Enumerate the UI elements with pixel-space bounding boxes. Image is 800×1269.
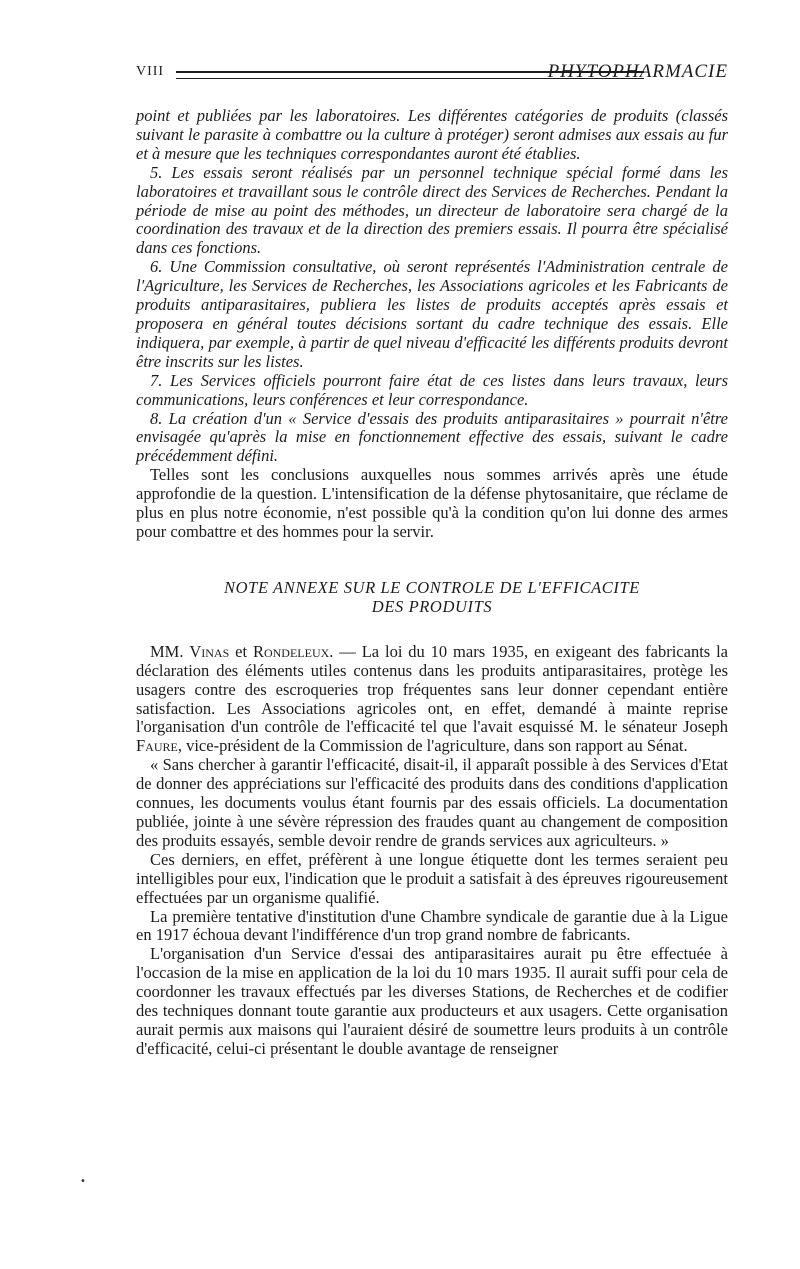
ink-speck: •: [80, 1176, 86, 1187]
conclusion-paragraph: Telles sont les conclusions auxquelles nous sommes arrivés après une étude approfondie de la question. L'intensification de la défense phytosanitaire, que réclame de plus en plus notre économie, n'est possible qu'à la condition qu'on lui donne des armes pour combattre et des hommes pour la servir.: [136, 465, 728, 541]
page-number: VIII: [136, 64, 165, 79]
note-paragraph-4: L'organisation d'un Service d'essai des antiparasitaires aurait pu être effectuée à l'occasion de la mise en application de la loi du 10 mars 1935. Il aurait suffi pour cela de coordonner les travaux effectués par les diverses Stations, de Recherches et de codifier des techniques donnant toute garantie aux producteurs et aux usagers. Cette organisation aurait permis aux maisons qui l'auraient désiré de soumettre leurs produits à un contrôle d'efficacité, celui-ci présentant le double avantage de renseigner: [136, 944, 728, 1058]
page-header: [136, 62, 728, 86]
item-8: 8. La création d'un « Service d'essais des produits antiparasitaires » pourrait n'être envisagée qu'après la mise en fonctionnement effective des essais, suivant le cadre précédemment défini.: [136, 408, 728, 466]
item-7: 7. Les Services officiels pourront faire état de ces listes dans leurs travaux, leurs communications, leurs conférences et leur correspondance.: [136, 370, 728, 409]
note-title-line2: DES PRODUITS: [371, 596, 493, 616]
speakers-prefix: MM.: [150, 641, 190, 661]
note-title-line1: NOTE ANNEXE SUR LE CONTROLE DE L'EFFICACITE: [224, 577, 640, 597]
item-5: 5. Les essais seront réalisés par un personnel technique spécial formé dans les laboratoires et travaillant sous le contrôle direct des Services de Recherches. Pendant la période de mise au point des méthodes, un directeur de laboratoire sera chargé de la coordination des travaux et de la direction des premiers essais. Il pourra être spécialisé dans ces fonctions.: [136, 162, 728, 258]
note-paragraph-1: [136, 643, 728, 756]
page-body: [136, 107, 728, 1059]
speaker-vinas: Vinas: [189, 641, 230, 661]
note-paragraph-1-end: , vice-président de la Commission de l'agriculture, dans son rapport au Sénat.: [177, 736, 688, 756]
senator-quote: « Sans chercher à garantir l'efficacité, disait-il, il apparaît possible à des Services d'Etat de donner des appréciations sur l'efficacité des produits dans des conditions d'application connues, les documents voulus étant fournis par des essais officiels. La documentation publiée, jointe à une sévère répression des fraudes quant au changement de composition des produits essayés, semble devoir rendre de grands services aux agriculteurs. »: [136, 755, 728, 850]
note-title: [136, 578, 728, 616]
item-continuation: point et publiées par les laboratoires. Les différentes catégories de produits (classés suivant le parasite à combattre ou la culture à protéger) seront admises aux essais au fur et à mesure que les techniques correspondantes auront été établies.: [136, 106, 728, 163]
item-6: 6. Une Commission consultative, où seront représentés l'Administration centrale de l'Agriculture, les Services de Recherches, les Associations agricoles et les Fabricants de produits antiparasitaires, publiera les listes de produits acceptés après essais et proposera en général toutes décisions sortant du cadre technique des essais. Elle indiquera, par exemple, à partir de quel niveau d'efficacité les différents produits devront être inscrits sur les listes.: [136, 257, 728, 371]
note-paragraph-2: Ces derniers, en effet, préfèrent à une longue étiquette dont les termes seraient peu intelligibles pour eux, l'indication que le produit a satisfait à des épreuves rigoureusement effectuées par un organisme qualifié.: [136, 849, 728, 907]
running-title: PHYTOPHARMACIE: [547, 61, 728, 82]
note-paragraph-1-start: . — La loi du 10 mars 1935, en exigeant des fabricants la déclaration des éléments utiles contenus dans les produits antiparasitaires, protège les usagers contre des escroqueries trop fréquentes sans leur donner cependant entière satisfaction. Les Associations agricoles ont, en effet, demandé à mainte reprise l'organisation d'un contrôle de l'efficacité tel que l'avait esquissé M. le sénateur Joseph: [136, 641, 728, 737]
senator-faure: Faure: [136, 736, 178, 756]
note-paragraph-3: La première tentative d'institution d'une Chambre syndicale de garantie due à la Ligue en 1917 échoua devant l'indifférence d'un trop grand nombre de fabricants.: [136, 906, 728, 945]
speakers-and: et: [229, 641, 253, 661]
speaker-rondeleux: Rondeleux: [252, 641, 330, 661]
